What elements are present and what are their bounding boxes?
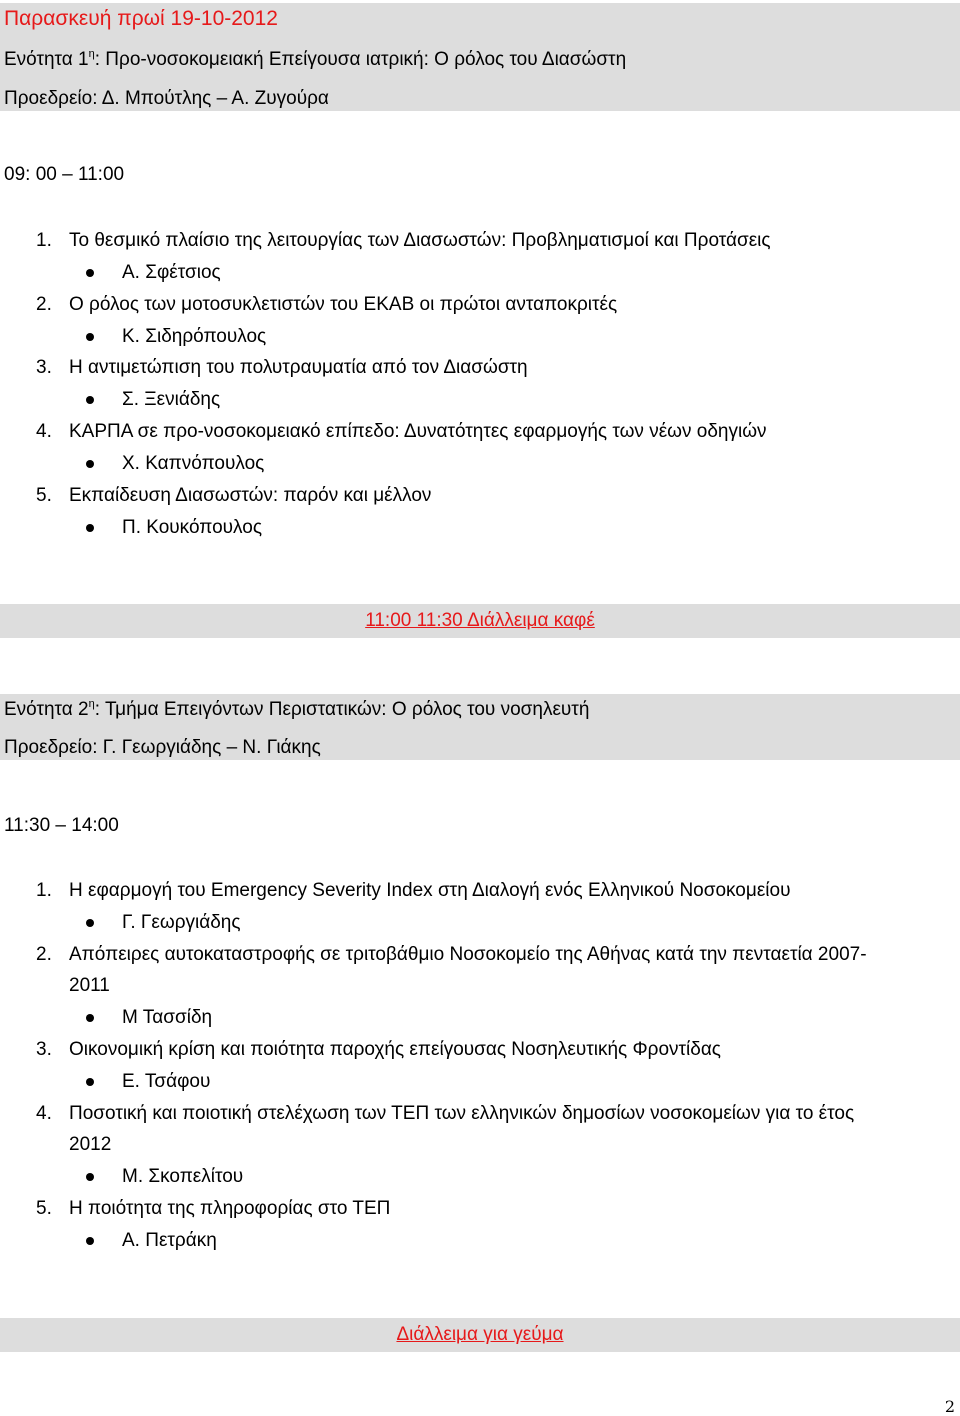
talk-speaker: Μ Τασσίδη [122, 1007, 213, 1028]
unit1-chairs: Προεδρείο: Δ. Μπούτλης – Α. Ζυγούρα [4, 88, 329, 109]
talk-speaker: Χ. Καπνόπουλος [122, 453, 265, 474]
talk-speaker: Α. Σφέτσιος [122, 262, 221, 283]
talk-title: Εκπαίδευση Διασωστών: παρόν και μέλλον [69, 485, 432, 506]
bullet-icon [86, 919, 94, 927]
bullet-icon [86, 333, 94, 341]
unit1-rest: : Προ-νοσοκομειακή Επείγουσα ιατρική: Ο ρόλος του Διασώστη [94, 49, 627, 70]
unit2-sup: η [88, 698, 95, 710]
page-title: Παρασκευή πρωί 19-10-2012 [4, 7, 278, 30]
talk-title: Η ποιότητα της πληροφορίας στο ΤΕΠ [69, 1198, 391, 1219]
talk-title: 2011 [69, 975, 110, 996]
unit1-prefix: Ενότητα 1 [4, 49, 89, 70]
talk-number: 5. [36, 485, 52, 506]
page-number: 2 [944, 1397, 955, 1416]
talk-title: Απόπειρες αυτοκαταστροφής σε τριτοβάθμιο Νοσοκομείο της Αθήνας κατά την πενταετία 2007- [69, 944, 867, 965]
lunch-break: Διάλλειμα για γεύμα [396, 1324, 564, 1345]
unit2-chairs: Προεδρείο: Γ. Γεωργιάδης – Ν. Γιάκης [4, 737, 321, 758]
unit2-prefix: Ενότητα 2 [4, 699, 89, 720]
bullet-icon [86, 1237, 94, 1245]
talk-number: 4. [36, 1103, 52, 1124]
talk-title: Η αντιμετώπιση του πολυτραυματία από τον Διασώστη [69, 357, 528, 378]
session1-time: 09: 00 – 11:00 [4, 164, 125, 185]
unit1-sup: η [88, 48, 95, 60]
unit2-heading [4, 698, 589, 724]
bullet-icon [86, 460, 94, 468]
talk-number: 1. [36, 880, 52, 901]
bullet-icon [86, 1078, 94, 1086]
talk-speaker: Γ. Γεωργιάδης [122, 912, 241, 933]
talk-number: 1. [36, 230, 52, 251]
talk-title: Οικονομική κρίση και ποιότητα παροχής επείγουσας Νοσηλευτικής Φροντίδας [69, 1039, 721, 1060]
coffee-break: 11:00 11:30 Διάλλειμα καφέ [365, 610, 595, 631]
talk-speaker: Ε. Τσάφου [122, 1071, 211, 1092]
bullet-icon [86, 396, 94, 404]
talk-title: 2012 [69, 1134, 112, 1155]
talk-title: Η εφαρμογή του Emergency Severity Index στη Διαλογή ενός Ελληνικού Νοσοκομείου [69, 880, 791, 901]
bullet-icon [86, 1014, 94, 1022]
talk-speaker: Π. Κουκόπουλος [122, 517, 262, 538]
talk-number: 2. [36, 294, 52, 315]
session2-time: 11:30 – 14:00 [4, 815, 119, 836]
bullet-icon [86, 1173, 94, 1181]
talk-speaker: Κ. Σιδηρόπουλος [122, 326, 267, 347]
bullet-icon [86, 524, 94, 532]
talk-speaker: Σ. Ξενιάδης [122, 389, 221, 410]
talk-title: Ποσοτική και ποιοτική στελέχωση των ΤΕΠ των ελληνικών δημοσίων νοσοκομείων για το έτος [69, 1103, 855, 1124]
unit2-rest: : Τμήμα Επειγόντων Περιστατικών: Ο ρόλος του νοσηλευτή [94, 699, 590, 720]
talk-title: Ο ρόλος των μοτοσυκλετιστών του ΕΚΑΒ οι πρώτοι ανταποκριτές [69, 294, 618, 315]
talk-number: 2. [36, 944, 52, 965]
talk-number: 4. [36, 421, 52, 442]
talk-speaker: Α. Πετράκη [122, 1230, 217, 1251]
bullet-icon [86, 269, 94, 277]
talk-title: Το θεσμικό πλαίσιο της λειτουργίας των Διασωστών: Προβληματισμοί και Προτάσεις [69, 230, 771, 251]
talk-speaker: Μ. Σκοπελίτου [122, 1166, 244, 1187]
talk-number: 3. [36, 357, 52, 378]
talk-number: 3. [36, 1039, 52, 1060]
talk-number: 5. [36, 1198, 52, 1219]
talk-title: ΚΑΡΠΑ σε προ-νοσοκομειακό επίπεδο: Δυνατότητες εφαρμογής των νέων οδηγιών [69, 421, 767, 442]
unit1-heading [4, 48, 626, 74]
